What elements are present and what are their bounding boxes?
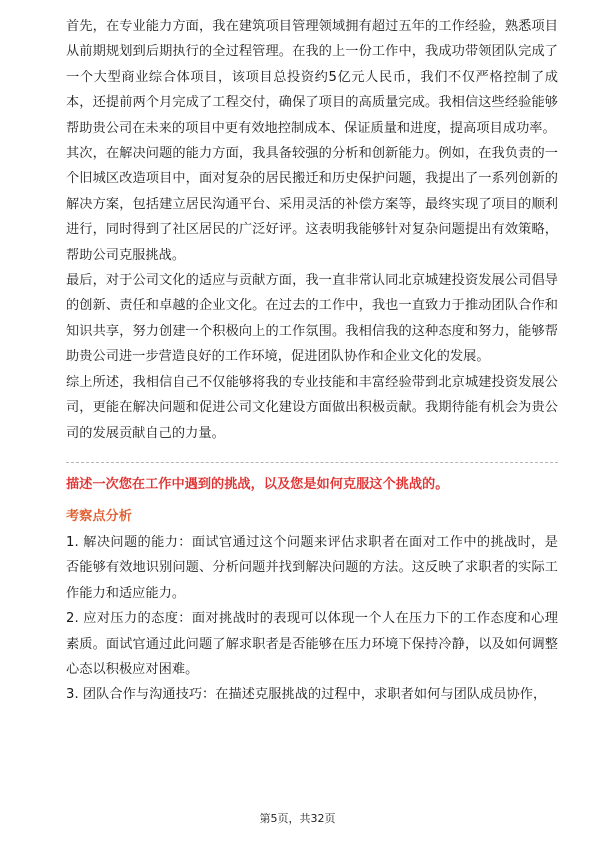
analysis-item-3: 3. 团队合作与沟通技巧：在描述克服挑战的过程中，求职者如何与团队成员协作， — [66, 687, 547, 703]
analysis-heading: 考察点分析 — [66, 508, 132, 524]
document-body — [66, 14, 558, 708]
answer-paragraph-1: 首先，在专业能力方面，我在建筑项目管理领域拥有超过五年的工作经验，熟悉项目从前期规划到后期执行的全过程管理。在我的上一份工作中，我成功带领团队完成了一个大型商业综合体项目，该项目总投资约5亿元人民币，我们不仅严格控制了成本，还提前两个月完成了工程交付，确保了项目的高质量完成。我相信这些经验能够帮助贵公司在未来的项目中更有效地控制成本、保证质量和进度，提高项目成功率。 — [66, 19, 558, 136]
interview-question: 描述一次您在工作中遇到的挑战，以及您是如何克服这个挑战的。 — [66, 476, 449, 492]
answer-paragraph-3: 最后，对于公司文化的适应与贡献方面，我一直非常认同北京城建投资发展公司倡导的创新、责任和卓越的企业文化。在过去的工作中，我也一直致力于推动团队合作和知识共享，努力创建一个积极向上的工作氛围。我相信我的这种态度和努力，能够帮助贵公司进一步营造良好的工作环境，促进团队协作和企业文化的发展。 — [66, 273, 558, 365]
analysis-item-1: 1. 解决问题的能力：面试官通过这个问题来评估求职者在面对工作中的挑战时，是否能够有效地识别问题、分析问题并找到解决问题的方法。这反映了求职者的实际工作能力和适应能力。 — [66, 534, 558, 601]
page-footer: 第5页，共32页 — [259, 812, 336, 825]
analysis-item-2: 2. 应对压力的态度：面对挑战时的表现可以体现一个人在压力下的工作态度和心理素质。面试官通过此问题了解求职者是否能够在压力环境下保持冷静，以及如何调整心态以积极应对困难。 — [66, 611, 558, 677]
answer-paragraph-4: 综上所述，我相信自己不仅能够将我的专业技能和丰富经验带到北京城建投资发展公司，更能在解决问题和促进公司文化建设方面做出积极贡献。我期待能有机会为贵公司的发展贡献自己的力量。 — [66, 374, 558, 441]
answer-paragraph-2: 其次，在解决问题的能力方面，我具备较强的分析和创新能力。例如，在我负责的一个旧城区改造项目中，面对复杂的居民搬迁和历史保护问题，我提出了一系列创新的解决方案，包括建立居民沟通平台、采用灵活的补偿方案等，最终实现了项目的顺利进行，同时得到了社区居民的广泛好评。这表明我能够针对复杂问题提出有效策略，帮助公司克服挑战。 — [66, 146, 558, 263]
section-divider — [66, 462, 558, 463]
